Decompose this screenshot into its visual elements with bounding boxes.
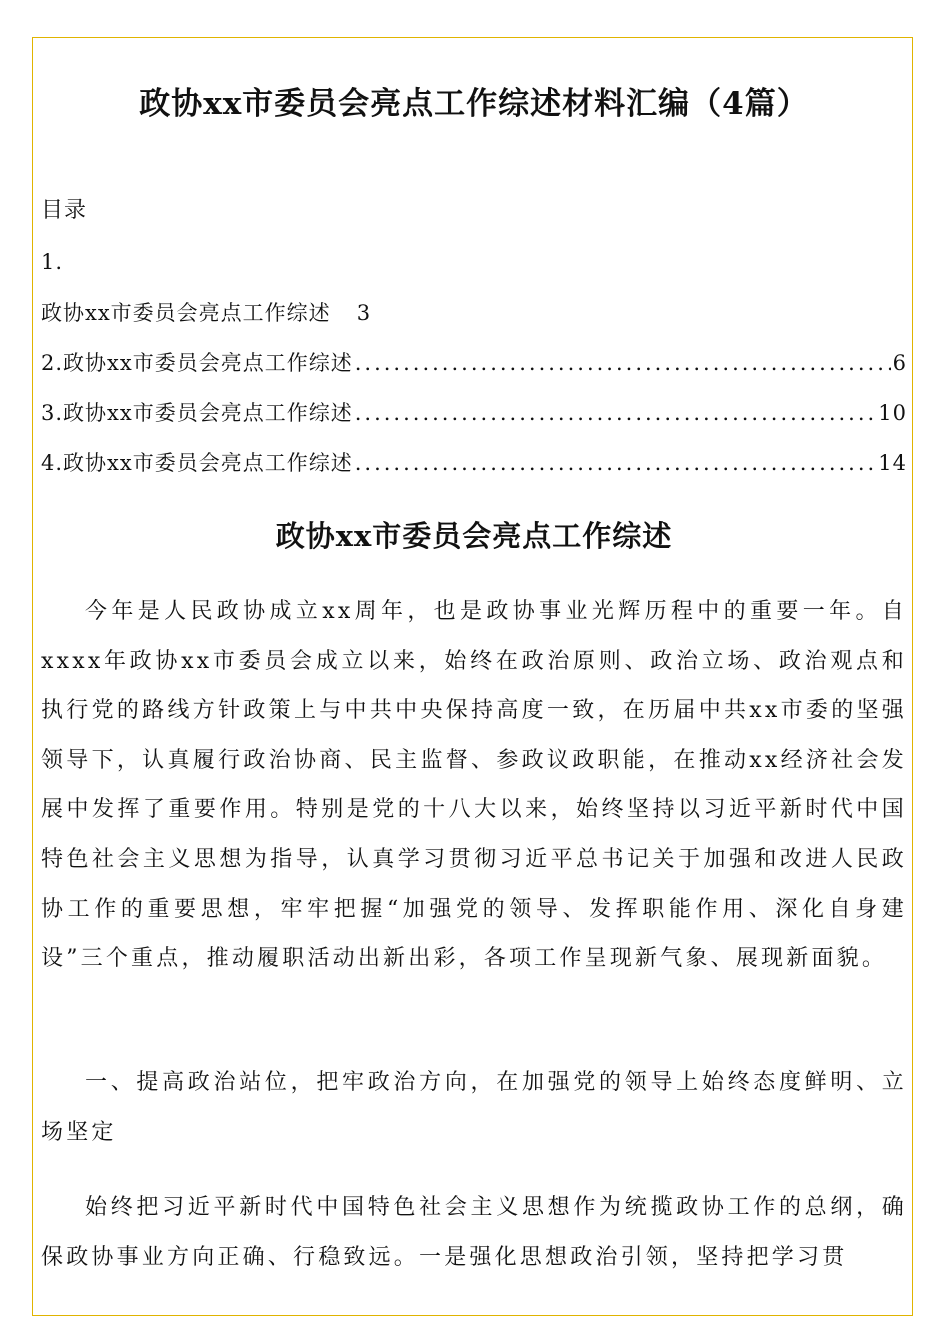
toc-entry-page: 10 [878,401,907,425]
toc-entry-4[interactable] [41,446,907,480]
toc-dot-leader [355,396,877,430]
toc-entry-1-number: 1. [41,250,64,274]
toc-entry-1[interactable] [41,296,371,330]
toc-entry-3[interactable] [41,396,907,430]
toc-entry-2[interactable] [41,346,907,380]
toc-entry-page: 3 [356,301,372,325]
toc-entry-label: 3.政协xx市委员会亮点工作综述 [41,401,353,425]
body-paragraph-2: 始终把习近平新时代中国特色社会主义思想作为统揽政协工作的总纲，确保政协事业方向正确、行稳致远。一是强化思想政治引领，坚持把学习贯 [41,1195,907,1270]
toc-entry-page: 6 [892,351,907,375]
toc-entry-label: 4.政协xx市委员会亮点工作综述 [41,451,353,475]
toc-entry-label: 2.政协xx市委员会亮点工作综述 [41,351,353,375]
body-paragraph-intro: 今年是人民政协成立xx周年，也是政协事业光辉历程中的重要一年。自xxxx年政协xx市委员会成立以来，始终在政治原则、政治立场、政治观点和执行党的路线方针政策上与中共中央保持高度一致，在历届中共xx市委的坚强领导下，认真履行政治协商、民主监督、参政议政职能，在推动xx经济社会发展中发挥了重要作用。特别是党的十八大以来，始终坚持以习近平新时代中国特色社会主义思想为指导，认真学习贯彻习近平总书记关于加强和改进人民政协工作的重要思想，牢牢把握“加强党的领导、发挥职能作用、深化自身建设”三个重点，推动履职活动出新出彩，各项工作呈现新气象、展现新面貌。 [41,599,907,972]
toc-dot-leader [355,446,877,480]
toc-entry-page: 14 [878,451,907,475]
section-title: 政协xx市委员会亮点工作综述 [275,519,673,553]
toc-entry-label: 政协xx市委员会亮点工作综述 [41,301,331,325]
toc-heading: 目录 [41,198,88,223]
body-paragraph-heading-1: 一、提高政治站位，把牢政治方向，在加强党的领导上始终态度鲜明、立场坚定 [41,1070,907,1145]
toc-dot-leader [355,346,891,380]
document-title: 政协xx市委员会亮点工作综述材料汇编（4篇） [139,86,809,122]
